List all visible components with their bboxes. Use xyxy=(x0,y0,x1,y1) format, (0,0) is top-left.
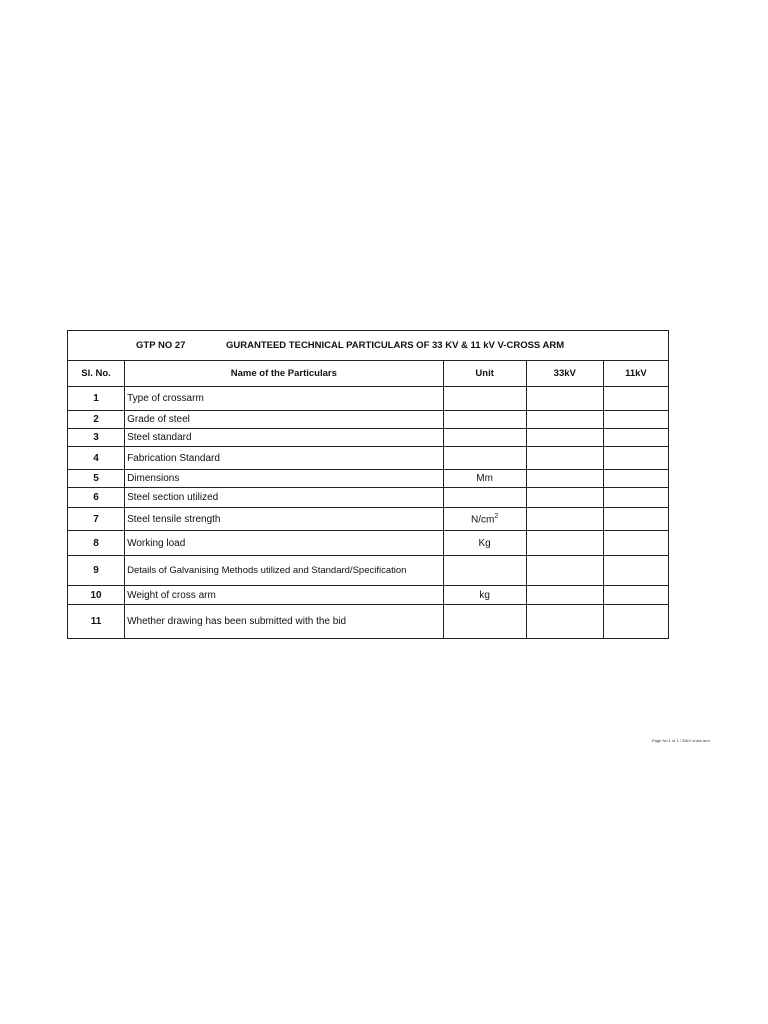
row-sl: 4 xyxy=(68,447,125,470)
header-sl-no: Sl. No. xyxy=(68,361,125,387)
table-row xyxy=(68,411,669,429)
row-sl: 11 xyxy=(68,605,125,639)
page-footer-note: Page No 1 of 1 / 33kV cross arm xyxy=(652,738,710,743)
gtp-number: GTP NO 27 xyxy=(136,340,186,351)
row-11kv-value[interactable] xyxy=(603,411,668,429)
table-header-row xyxy=(68,361,669,387)
row-name: Steel section utilized xyxy=(125,488,444,508)
header-name: Name of the Particulars xyxy=(125,361,444,387)
row-unit xyxy=(443,605,526,639)
row-unit xyxy=(443,387,526,411)
table-title-row xyxy=(68,331,669,361)
header-unit: Unit xyxy=(443,361,526,387)
row-33kv-value[interactable] xyxy=(526,586,603,605)
row-unit xyxy=(443,556,526,586)
row-33kv-value[interactable] xyxy=(526,488,603,508)
table-row xyxy=(68,531,669,556)
table-row xyxy=(68,429,669,447)
row-33kv-value[interactable] xyxy=(526,556,603,586)
row-sl: 9 xyxy=(68,556,125,586)
row-unit: kg xyxy=(443,586,526,605)
row-name: Type of crossarm xyxy=(125,387,444,411)
unit-superscript: 2 xyxy=(494,512,499,520)
row-33kv-value[interactable] xyxy=(526,531,603,556)
table-row xyxy=(68,586,669,605)
table-row xyxy=(68,387,669,411)
row-11kv-value[interactable] xyxy=(603,447,668,470)
row-11kv-value[interactable] xyxy=(603,387,668,411)
row-33kv-value[interactable] xyxy=(526,470,603,488)
row-unit xyxy=(443,447,526,470)
row-11kv-value[interactable] xyxy=(603,531,668,556)
row-33kv-value[interactable] xyxy=(526,387,603,411)
row-11kv-value[interactable] xyxy=(603,470,668,488)
row-unit xyxy=(443,488,526,508)
table-title-cell xyxy=(68,331,669,361)
row-name: Details of Galvanising Methods utilized and Standard/Specification xyxy=(125,556,444,586)
row-33kv-value[interactable] xyxy=(526,411,603,429)
row-sl: 5 xyxy=(68,470,125,488)
row-name: Steel standard xyxy=(125,429,444,447)
row-unit xyxy=(443,429,526,447)
row-sl: 8 xyxy=(68,531,125,556)
row-unit xyxy=(443,508,526,531)
row-11kv-value[interactable] xyxy=(603,556,668,586)
gtp-table xyxy=(67,330,669,639)
table-row xyxy=(68,605,669,639)
row-unit xyxy=(443,411,526,429)
row-sl: 6 xyxy=(68,488,125,508)
row-name: Fabrication Standard xyxy=(125,447,444,470)
unit-text: N/cm xyxy=(471,514,495,526)
row-11kv-value[interactable] xyxy=(603,605,668,639)
table-row xyxy=(68,508,669,531)
table-row xyxy=(68,470,669,488)
row-sl: 2 xyxy=(68,411,125,429)
row-33kv-value[interactable] xyxy=(526,605,603,639)
row-11kv-value[interactable] xyxy=(603,508,668,531)
row-name: Whether drawing has been submitted with the bid xyxy=(125,605,444,639)
row-name: Dimensions xyxy=(125,470,444,488)
row-sl: 1 xyxy=(68,387,125,411)
table-title: GURANTEED TECHNICAL PARTICULARS OF 33 KV & 11 kV V-CROSS ARM xyxy=(226,340,565,351)
row-name: Grade of steel xyxy=(125,411,444,429)
header-11kv: 11kV xyxy=(603,361,668,387)
row-11kv-value[interactable] xyxy=(603,429,668,447)
row-sl: 10 xyxy=(68,586,125,605)
row-name: Weight of cross arm xyxy=(125,586,444,605)
row-unit: Mm xyxy=(443,470,526,488)
row-unit: Kg xyxy=(443,531,526,556)
row-sl: 3 xyxy=(68,429,125,447)
table-row xyxy=(68,488,669,508)
row-name: Working load xyxy=(125,531,444,556)
table-row xyxy=(68,556,669,586)
row-33kv-value[interactable] xyxy=(526,508,603,531)
table-row xyxy=(68,447,669,470)
row-11kv-value[interactable] xyxy=(603,586,668,605)
row-33kv-value[interactable] xyxy=(526,447,603,470)
row-sl: 7 xyxy=(68,508,125,531)
header-33kv: 33kV xyxy=(526,361,603,387)
row-33kv-value[interactable] xyxy=(526,429,603,447)
row-11kv-value[interactable] xyxy=(603,488,668,508)
row-name: Steel tensile strength xyxy=(125,508,444,531)
